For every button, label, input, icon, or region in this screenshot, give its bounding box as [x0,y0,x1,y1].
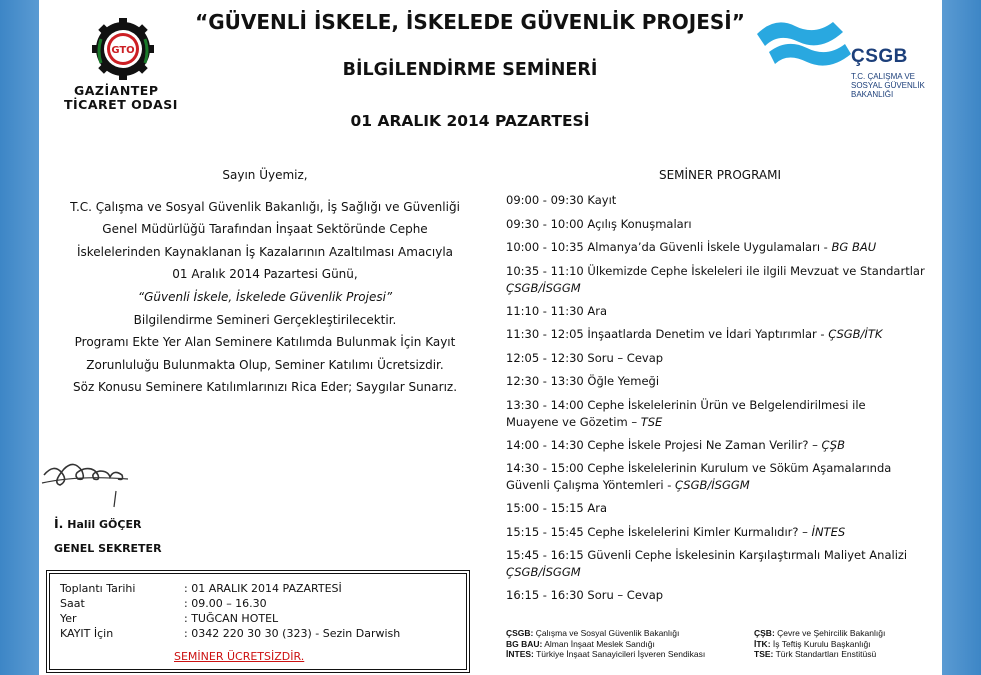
gear-icon [90,18,156,80]
program-item: 13:30 - 14:00 Cephe İskelelerinin Ürün ve Belgelendirilmesi ile Muayene ve Gözetim – TSE [506,398,866,429]
program-item: 11:10 - 11:30 Ara [506,304,608,318]
program-title: SEMİNER PROGRAMI [658,168,782,182]
abbreviation-item: TSE: Türk Standartları Enstitüsü [754,649,877,659]
csgb-wave-icon [755,14,855,74]
letter-line: 01 Aralık 2014 Pazartesi Günü, [172,267,358,282]
csgb-name: ÇSGB [851,46,908,67]
letter-project-name: “Güvenli İskele, İskelede Güvenlik Projesi” [137,289,393,304]
letter-line: Programı Ekte Yer Alan Seminere Katılımda Bulunmak İçin Kayıt [74,335,456,350]
letter-line: T.C. Çalışma ve Sosyal Güvenlik Bakanlığı, İş Sağlığı ve Güvenliği [70,199,460,214]
svg-text:GTO: GTO [111,45,135,56]
program-item: 15:45 - 16:15 Güvenli Cephe İskelesinin Karşılaştırmalı Maliyet Analizi ÇSGB/İSGGM [506,548,908,579]
abbreviations-right [754,628,885,660]
letter-greeting: Sayın Üyemiz, [222,168,308,182]
abbreviation-item: İTK: İş Teftiş Kurulu Başkanlığı [754,638,871,649]
csgb-logo [755,14,945,124]
letter-line: İskelelerinden Kaynaklanan İş Kazalarının Azaltılması Amacıyla [76,244,454,259]
abbreviation-item: BG BAU: Alman İnşaat Meslek Sandığı [506,638,655,649]
program-item: 09:30 - 10:00 Açılış Konuşmaları [506,217,692,231]
page-title: “GÜVENLİ İSKELE, İSKELEDE GÜVENLİK PROJESİ” [195,10,745,34]
program-item: 09:00 - 09:30 Kayıt [506,193,617,207]
meeting-info-box: Toplantı Tarihi : 01 ARALIK 2014 PAZARTESİ Saat : 09.00 – 16.30 Yer : TUĞCAN HOTEL KAYIT İçin : 0342 220 30 30 (323) - Sezin Darwish SEMİNER ÜCRETSİZDİR. [46,570,470,673]
abbreviation-item: ÇŞB: Çevre ve Şehircilik Bakanlığı [754,628,886,638]
letter-body [55,164,475,399]
program-item: 12:05 - 12:30 Soru – Cevap [506,351,664,365]
abbreviations-left [506,628,705,660]
program-item: 15:00 - 15:15 Ara [506,501,608,515]
program-item: 16:15 - 16:30 Soru – Cevap [506,588,664,602]
letter-line: Zorunluluğu Bulunmakta Olup, Seminer Katılımı Ücretsizdir. [86,357,444,372]
abbreviation-item: ÇSGB: Çalışma ve Sosyal Güvenlik Bakanlığı [506,628,680,638]
letter-line: Genel Müdürlüğü Tarafından İnşaat Sektöründe Cephe [102,222,428,237]
program-item: 10:00 - 10:35 Almanya’da Güvenli İskele Uygulamaları - BG BAU [506,240,877,254]
signer-title: GENEL SEKRETER [54,542,162,555]
program-item: 10:35 - 11:10 Ülkemizde Cephe İskeleleri ile ilgili Mevzuat ve Standartlar ÇSGB/İSGGM [506,264,925,295]
page-subtitle: BİLGİLENDİRME SEMİNERİ [342,60,598,80]
program-item: 11:30 - 12:05 İnşaatlarda Denetim ve İdari Yaptırımlar - ÇSGB/İTK [506,327,883,341]
program-item: 15:15 - 15:45 Cephe İskelelerini Kimler Kurmalıdır? – İNTES [506,525,846,539]
program-item: 14:30 - 15:00 Cephe İskelelerinin Kurulum ve Söküm Aşamalarında Güvenli Çalışma Yöntemleri - ÇSGB/İSGGM [506,461,892,492]
program-item: 14:00 - 14:30 Cephe İskele Projesi Ne Zaman Verilir? – ÇŞB [506,438,845,452]
event-date: 01 ARALIK 2014 PAZARTESİ [350,112,590,130]
letter-line: Bilgilendirme Semineri Gerçekleştirilecektir. [133,312,397,327]
csgb-subtitle: T.C. ÇALIŞMA VE SOSYAL GÜVENLİK BAKANLIĞI [851,72,925,99]
signer-name: İ. Halil GÖÇER [54,516,142,531]
signature-image [38,445,168,515]
gto-org-name: GAZİANTEP TİCARET ODASI [64,83,178,112]
program-item: 12:30 - 13:30 Öğle Yemeği [506,374,660,388]
free-seminar-note: SEMİNER ÜCRETSİZDİR. [174,650,305,663]
letter-line: Söz Konusu Seminere Katılımlarınızı Rica Eder; Saygılar Sunarız. [72,380,458,395]
abbreviation-item: İNTES: Türkiye İnşaat Sanayicileri İşveren Sendikası [506,649,706,659]
